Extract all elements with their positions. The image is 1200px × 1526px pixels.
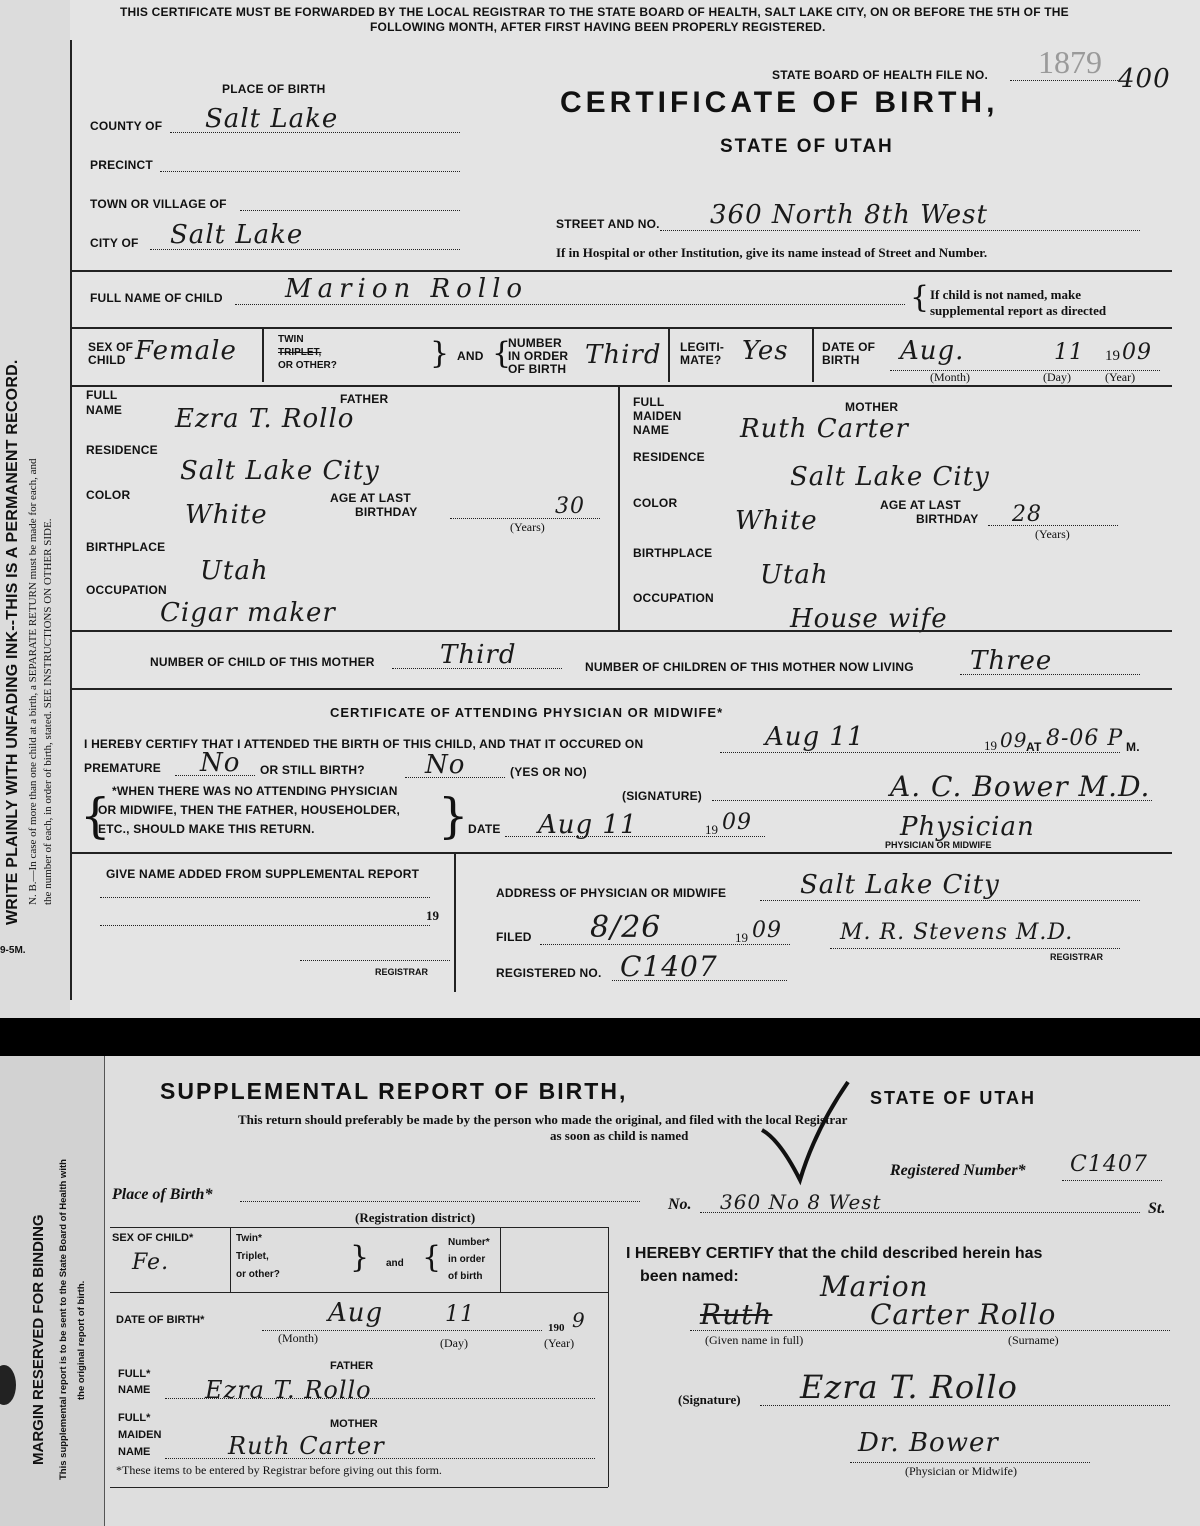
street-suffix: St.: [1148, 1200, 1166, 1217]
rule-2: [72, 327, 1172, 329]
birth-occurred-date: Aug 11: [765, 722, 865, 752]
supp-mother-heading: MOTHER: [330, 1418, 378, 1430]
mother-birthplace-value: Utah: [760, 560, 829, 590]
divider: [668, 327, 670, 382]
supp-father-line: [165, 1398, 595, 1399]
supp-mother-line: [165, 1458, 595, 1459]
unnamed-note-2: supplemental report as directed: [930, 303, 1107, 318]
brace: {: [422, 1240, 442, 1275]
signature-label: (SIGNATURE): [622, 789, 702, 803]
registrar-caption-right: REGISTRAR: [1050, 952, 1104, 962]
given-name-line-1: [100, 897, 430, 898]
certificate-title: CERTIFICATE OF BIRTH,: [560, 86, 999, 119]
brace: {: [492, 336, 512, 371]
supp-and-label: and: [386, 1258, 404, 1269]
supp-dob-year-prefix: 190: [548, 1322, 565, 1334]
birth-time-value: 8-06 P: [1046, 726, 1124, 751]
county-label: COUNTY OF: [90, 119, 163, 133]
divider: [812, 327, 814, 382]
supp-sex-value: Fe.: [132, 1250, 170, 1275]
birth-occurred-year-prefix: 19: [984, 738, 997, 753]
father-name-value: Ezra T. Rollo: [175, 404, 355, 434]
divider: [500, 1227, 501, 1292]
supp-mother-label-2: MAIDEN: [118, 1429, 162, 1441]
years-caption: (Years): [510, 520, 545, 534]
registrar-signature-line: [830, 948, 1120, 949]
supp-father-value: Ezra T. Rollo: [205, 1376, 372, 1404]
supp-twin-label-2: Triplet,: [236, 1251, 269, 1262]
filed-year-prefix: 19: [735, 930, 748, 945]
still-birth-label: OR STILL BIRTH?: [260, 763, 365, 777]
and-label: AND: [457, 349, 484, 363]
brace: }: [438, 788, 469, 844]
file-number-stamp: 1879: [1038, 44, 1102, 80]
rule-5: [72, 688, 1172, 690]
registered-number-line: [1062, 1180, 1162, 1181]
mother-birthplace-label: BIRTHPLACE: [633, 546, 713, 560]
street-line: [660, 230, 1140, 231]
father-age-label: AGE AT LAST: [330, 491, 411, 505]
binding-margin-note-2: the original report of birth.: [76, 1280, 87, 1400]
named-line: [690, 1330, 1170, 1331]
binding-margin-line: [104, 1056, 105, 1526]
mother-years-caption: (Years): [1035, 527, 1070, 541]
file-number-handwritten: 400: [1118, 64, 1171, 94]
premature-line: [175, 775, 255, 776]
margin-permanent-record: WRITE PLAINLY WITH UNFADING INK--THIS IS A PERMANENT RECORD.: [4, 359, 21, 925]
registration-district-caption: (Registration district): [355, 1210, 476, 1225]
supp-day-caption: (Day): [440, 1336, 468, 1350]
dob-label-2: BIRTH: [822, 353, 860, 367]
registrar-caption: REGISTRAR: [375, 967, 429, 977]
supp-box-top: [110, 1227, 608, 1228]
physician-or-midwife-caption: PHYSICIAN OR MIDWIFE: [885, 840, 992, 850]
mother-age-value: 28: [1012, 502, 1042, 527]
supp-mother-label: FULL*: [118, 1412, 151, 1424]
dob-day: 11: [1054, 340, 1084, 365]
left-border: [70, 40, 72, 1000]
filed-line: [540, 944, 790, 945]
mother-heading: MOTHER: [845, 400, 899, 414]
instruction-line: This return should preferably be made by the person who made the original, and filed with the local Registrar: [238, 1112, 848, 1127]
child-name-line: [235, 304, 905, 305]
father-color-label: COLOR: [86, 488, 131, 502]
supp-dob-month: Aug: [328, 1298, 384, 1328]
physician-title: Physician: [900, 812, 1035, 842]
parents-divider: [618, 385, 620, 630]
no-physician-note: *WHEN THERE WAS NO ATTENDING PHYSICIAN: [112, 784, 398, 798]
check-mark: [760, 1080, 850, 1190]
child-name-value: Marion Rollo: [285, 274, 529, 304]
supp-dob-label: DATE OF BIRTH*: [116, 1314, 205, 1326]
registrar-signature: M. R. Stevens M.D.: [840, 920, 1074, 945]
child-name-label: FULL NAME OF CHILD: [90, 291, 223, 305]
divider: [454, 852, 456, 992]
form-number: 9-5M.: [0, 945, 26, 956]
date-label: DATE: [468, 822, 501, 836]
mother-color-value: White: [735, 506, 818, 536]
no-physician-note-2: OR MIDWIFE, THEN THE FATHER, HOUSEHOLDER,: [98, 803, 400, 817]
father-name-label-2: NAME: [86, 403, 123, 417]
supplemental-state: STATE OF UTAH: [870, 1088, 1036, 1108]
father-age-value: 30: [555, 494, 585, 519]
mother-name-label: FULL: [633, 395, 665, 409]
date-value: Aug 11: [538, 810, 638, 840]
sex-value: Female: [135, 336, 237, 366]
brace: {: [80, 788, 111, 844]
supplemental-title: SUPPLEMENTAL REPORT OF BIRTH,: [160, 1078, 628, 1104]
supp-physician-value: Dr. Bower: [858, 1428, 999, 1458]
binding-margin-note: This supplemental report is to be sent to the State Board of Health with: [58, 1159, 69, 1480]
living-children-value: Three: [970, 646, 1053, 676]
year-caption: (Year): [1105, 370, 1136, 384]
town-line: [240, 210, 460, 211]
birth-occurred-year: 09: [1000, 728, 1028, 752]
month-caption: (Month): [930, 370, 970, 384]
bottom-left-margin: [0, 1056, 105, 1526]
father-age-label-2: BIRTHDAY: [355, 505, 418, 519]
unnamed-note-1: If child is not named, make: [930, 287, 1081, 302]
supp-address-line: [700, 1212, 1140, 1213]
dob-year: 09: [1122, 340, 1152, 365]
surname-caption: (Surname): [1008, 1333, 1059, 1347]
father-heading: FATHER: [340, 392, 389, 406]
dob-year-prefix: 19: [1105, 348, 1120, 364]
still-birth-line: [405, 777, 505, 778]
rule-1: [72, 270, 1172, 272]
divider: [230, 1227, 231, 1292]
birth-order-value: Third: [585, 340, 662, 370]
city-line: [150, 249, 460, 250]
premature-label: PREMATURE: [84, 761, 161, 775]
mother-name-label-3: NAME: [633, 423, 670, 437]
dob-month: Aug.: [900, 336, 965, 366]
page-separator: [0, 1018, 1200, 1056]
binding-margin-heading: MARGIN RESERVED FOR BINDING: [30, 1214, 47, 1465]
supp-month-caption: (Month): [278, 1331, 318, 1345]
dob-label: DATE OF: [822, 340, 876, 354]
supp-number-label-2: in order: [448, 1254, 486, 1265]
county-value: Salt Lake: [205, 104, 339, 134]
registered-number-label: REGISTERED NO.: [496, 966, 602, 980]
mother-age-line: [988, 525, 1118, 526]
supp-twin-label-3: or other?: [236, 1269, 280, 1280]
physician-address-label: ADDRESS OF PHYSICIAN OR MIDWIFE: [496, 886, 727, 900]
state-title: STATE OF UTAH: [720, 136, 894, 157]
still-birth-value: No: [425, 750, 466, 780]
physician-address-line: [760, 900, 1140, 901]
occurred-line: [720, 752, 1120, 753]
supp-signature-line: [760, 1405, 1170, 1406]
hospital-note: If in Hospital or other Institution, give its name instead of Street and Number.: [556, 245, 988, 260]
given-name-year: 19: [426, 908, 439, 923]
living-children-label: NUMBER OF CHILDREN OF THIS MOTHER NOW LIVING: [585, 660, 914, 674]
supp-dob-year: 9: [572, 1308, 586, 1332]
filed-value: 8/26: [590, 910, 662, 945]
supp-father-label-2: NAME: [118, 1384, 151, 1396]
given-name-caption: (Given name in full): [705, 1333, 804, 1347]
supp-box-bottom: [110, 1487, 608, 1488]
birth-order-label: NUMBER: [508, 336, 562, 350]
father-birthplace-label: BIRTHPLACE: [86, 540, 166, 554]
named-rest-value: Carter Rollo: [870, 1298, 1057, 1331]
certify-statement: I HEREBY CERTIFY THAT I ATTENDED THE BIRTH OF THIS CHILD, AND THAT IT OCCURED ON: [84, 737, 644, 751]
mother-color-label: COLOR: [633, 496, 678, 510]
rule-4: [72, 630, 1172, 632]
supp-physician-line: [850, 1462, 1090, 1463]
supp-signature-value: Ezra T. Rollo: [800, 1368, 1018, 1406]
child-number-line: [392, 668, 562, 669]
precinct-line: [160, 171, 460, 172]
sex-label-2: CHILD: [88, 353, 126, 367]
father-age-line: [450, 518, 600, 519]
file-number-label: STATE BOARD OF HEALTH FILE NO.: [772, 68, 988, 82]
supp-father-label: FULL*: [118, 1368, 151, 1380]
mother-residence-value: Salt Lake City: [790, 462, 990, 492]
twin-label-3: OR OTHER?: [278, 360, 337, 371]
struck-name: Ruth: [700, 1298, 773, 1331]
given-name-label: GIVE NAME ADDED FROM SUPPLEMENTAL REPORT: [106, 867, 420, 881]
supp-dob-day: 11: [445, 1302, 475, 1327]
supp-certify-statement: I HEREBY CERTIFY that the child described herein has: [626, 1245, 1043, 1262]
premature-value: No: [200, 748, 241, 778]
supp-place-line: [240, 1201, 640, 1202]
been-named-label: been named:: [640, 1268, 739, 1285]
legitimate-value: Yes: [742, 336, 789, 366]
supp-signature-label: (Signature): [678, 1392, 741, 1407]
physician-address-value: Salt Lake City: [800, 870, 1000, 900]
child-number-label: NUMBER OF CHILD OF THIS MOTHER: [150, 655, 375, 669]
physician-signature: A. C. Bower M.D.: [890, 770, 1151, 803]
margin-nb-note-2: the number of each, in order of birth, stated. SEE INSTRUCTIONS ON OTHER SIDE.: [42, 518, 54, 905]
rule-3: [72, 385, 1172, 387]
supplemental-registered-number: C1407: [1070, 1152, 1148, 1177]
signature-line: [712, 800, 1152, 801]
mother-residence-label: RESIDENCE: [633, 450, 705, 464]
given-name-line-2: [100, 925, 430, 926]
living-children-line: [960, 674, 1140, 675]
rule-6: [72, 852, 1172, 854]
town-label: TOWN OR VILLAGE OF: [90, 197, 227, 211]
city-label: CITY OF: [90, 236, 139, 250]
supp-mother-label-3: NAME: [118, 1446, 151, 1458]
supp-address-value: 360 No 8 West: [720, 1190, 882, 1214]
physician-section-title: CERTIFICATE OF ATTENDING PHYSICIAN OR MIDWIFE*: [330, 705, 724, 720]
father-name-label: FULL: [86, 388, 118, 402]
at-label: AT: [1026, 740, 1042, 754]
named-first-value: Marion: [820, 1270, 929, 1303]
city-value: Salt Lake: [170, 220, 304, 250]
registered-number-line: [612, 980, 787, 981]
date-year-prefix: 19: [705, 822, 718, 837]
supp-box-right: [608, 1227, 609, 1487]
supp-sex-label: SEX OF CHILD*: [112, 1232, 194, 1244]
twin-label: TWIN: [278, 334, 304, 345]
supp-mother-value: Ruth Carter: [228, 1432, 385, 1460]
yes-no-caption: (YES OR NO): [510, 765, 587, 779]
supp-place-label: Place of Birth*: [112, 1186, 213, 1203]
father-occupation-value: Cigar maker: [160, 598, 336, 628]
brace: }: [430, 336, 450, 371]
meridiem-label: M.: [1126, 740, 1140, 754]
registered-number-value: C1407: [620, 950, 718, 983]
registrar-line-left: [300, 960, 450, 961]
mother-occupation-label: OCCUPATION: [633, 591, 714, 605]
supp-year-caption: (Year): [544, 1336, 575, 1350]
legitimate-label-2: MATE?: [680, 353, 722, 367]
mother-name-value: Ruth Carter: [740, 414, 909, 444]
legitimate-label: LEGITI-: [680, 340, 725, 354]
supp-twin-label: Twin*: [236, 1233, 262, 1244]
twin-label-2: TRIPLET,: [278, 347, 322, 358]
filed-label: FILED: [496, 930, 532, 944]
mother-occupation-value: House wife: [790, 604, 948, 634]
supp-no-label: No.: [668, 1196, 692, 1213]
day-caption: (Day): [1043, 370, 1071, 384]
place-of-birth-heading: PLACE OF BIRTH: [222, 82, 326, 96]
mother-age-label: AGE AT LAST: [880, 498, 961, 512]
date-year: 09: [722, 810, 752, 835]
street-value: 360 North 8th West: [710, 200, 988, 230]
supp-number-label-3: of birth: [448, 1271, 483, 1282]
divider: [262, 327, 264, 382]
date-line: [505, 836, 765, 837]
supp-father-heading: FATHER: [330, 1360, 374, 1372]
street-label: STREET AND NO.: [556, 217, 660, 231]
father-occupation-label: OCCUPATION: [86, 583, 167, 597]
brace: }: [350, 1240, 370, 1275]
birth-order-label-2: IN ORDER: [508, 349, 569, 363]
supp-number-label: Number*: [448, 1237, 490, 1248]
precinct-label: PRECINCT: [90, 158, 153, 172]
certificate-header-line-2: FOLLOWING MONTH, AFTER FIRST HAVING BEEN PROPERLY REGISTERED.: [370, 20, 826, 34]
county-line: [170, 132, 460, 133]
birth-order-label-3: OF BIRTH: [508, 362, 567, 376]
father-birthplace-value: Utah: [200, 556, 269, 586]
margin-nb-note-1: N. B.—In case of more than one child at a birth, a SEPARATE RETURN must be made for each, and: [27, 458, 39, 905]
brace: {: [910, 280, 930, 315]
mother-age-label-2: BIRTHDAY: [916, 512, 979, 526]
filed-year: 09: [752, 918, 782, 943]
supp-box-rule: [110, 1292, 608, 1293]
sex-label: SEX OF: [88, 340, 134, 354]
father-color-value: White: [185, 500, 268, 530]
instruction-line-2: as soon as child is named: [550, 1128, 689, 1143]
physician-or-midwife-caption: (Physician or Midwife): [905, 1464, 1017, 1478]
supp-footnote: *These items to be entered by Registrar before giving out this form.: [116, 1463, 442, 1477]
father-residence-label: RESIDENCE: [86, 443, 158, 457]
certificate-header: THIS CERTIFICATE MUST BE FORWARDED BY THE LOCAL REGISTRAR TO THE STATE BOARD OF HEALTH, SALT LAKE CITY, ON OR BEFORE THE 5TH OF THE: [120, 5, 1069, 19]
child-number-value: Third: [440, 640, 517, 670]
registered-number-label: Registered Number*: [890, 1162, 1026, 1179]
no-physician-note-3: ETC., SHOULD MAKE THIS RETURN.: [98, 822, 315, 836]
father-residence-value: Salt Lake City: [180, 456, 380, 486]
mother-name-label-2: MAIDEN: [633, 409, 682, 423]
